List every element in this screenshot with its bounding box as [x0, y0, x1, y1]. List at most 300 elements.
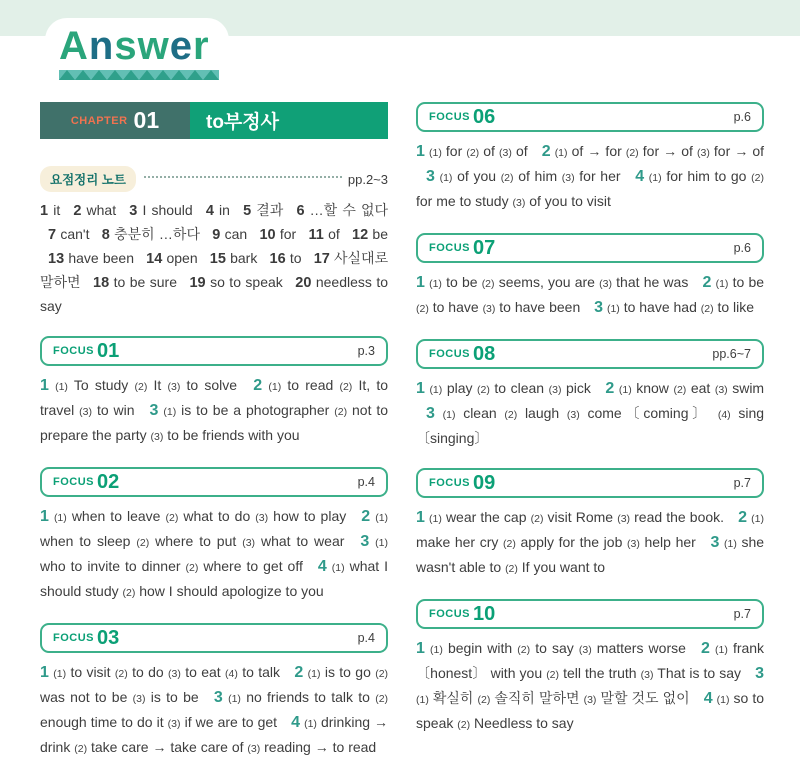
answer-text: wear the cap — [445, 509, 527, 525]
left-column — [40, 102, 388, 761]
sub-marker: (3) — [578, 644, 592, 656]
focus-section-09 — [416, 468, 764, 581]
answer-text: is to go — [324, 664, 371, 680]
answer-text: come〔coming〕 — [587, 405, 711, 421]
sub-marker: (1) — [53, 668, 67, 680]
answer-text: I should — [142, 202, 193, 218]
sub-marker: (2) — [136, 537, 150, 549]
item-number: 12 — [352, 227, 369, 243]
sub-marker: (2) — [416, 303, 429, 315]
answer-text: 사실대로 말하면 — [40, 250, 389, 290]
item-number: 13 — [48, 251, 65, 267]
answer-text: to eat — [185, 664, 221, 680]
sub-marker: (3) — [168, 668, 181, 680]
answer-text: apply for the job — [520, 534, 623, 550]
focus-label: FOCUS — [429, 242, 470, 254]
sub-marker: (3) — [566, 409, 580, 421]
sub-marker: (2) — [481, 278, 495, 290]
focus-answers — [416, 271, 764, 321]
answer-text: have been — [68, 250, 134, 266]
sub-marker: (2) — [185, 562, 199, 574]
answer-text: no friends to talk to — [246, 689, 370, 705]
sub-marker: (3) — [697, 147, 710, 159]
item-number: 11 — [308, 227, 324, 243]
answer-text: needless to say — [40, 274, 389, 314]
item-number: 4 — [205, 203, 214, 219]
answer-text: seems, you are — [498, 274, 595, 290]
logo-letter: e — [169, 24, 193, 68]
dotted-leader — [144, 176, 342, 178]
focus-section-08 — [416, 339, 764, 450]
sub-marker: (2) — [457, 719, 471, 731]
summary-answers — [40, 199, 388, 318]
answer-text: where to put — [155, 533, 237, 549]
answer-text: for me to study — [416, 193, 509, 209]
focus-number: 01 — [97, 340, 120, 362]
answer-text: for → of — [713, 143, 765, 159]
answer-text: if we are to get — [184, 714, 278, 730]
logo-letter: r — [192, 24, 210, 68]
answer-text: To study — [73, 377, 129, 393]
focus-section-01 — [40, 336, 388, 449]
answer-text: 충분히 …하다 — [114, 226, 200, 242]
sub-marker: (4) — [717, 409, 731, 421]
answer-text: for — [279, 226, 297, 242]
sub-marker: (1) — [375, 512, 389, 524]
answer-text: so to speak — [416, 690, 764, 731]
item-number: 1 — [40, 508, 49, 525]
answer-text: that he was — [616, 274, 689, 290]
answer-text: 말할 것도 없이 — [600, 690, 690, 706]
item-number: 2 — [361, 508, 371, 525]
sub-marker: (2) — [500, 172, 514, 184]
sub-marker: (2) — [625, 147, 639, 159]
answer-text: of — [483, 143, 495, 159]
item-number: 16 — [269, 251, 286, 267]
focus-number: 07 — [473, 237, 496, 259]
chapter-number: 01 — [133, 107, 160, 133]
sub-marker: (1) — [606, 303, 620, 315]
focus-page-ref: p.7 — [733, 476, 751, 490]
sub-marker: (2) — [375, 668, 389, 680]
sub-marker: (3) — [242, 537, 256, 549]
chapter-badge — [40, 102, 190, 139]
answer-text: to read — [287, 377, 334, 393]
answer-text: If you want to — [521, 559, 606, 575]
item-number: 4 — [317, 558, 327, 575]
content-columns — [40, 102, 764, 761]
focus-section-10 — [416, 599, 764, 737]
answer-text: for him to go — [666, 168, 747, 184]
answer-text: It — [153, 377, 162, 393]
item-number: 4 — [291, 714, 301, 731]
sub-marker: (3) — [627, 538, 640, 550]
answer-text: That is to say — [657, 665, 742, 681]
answer-text: Needless to say — [473, 715, 574, 731]
sub-marker: (3) — [617, 513, 631, 525]
item-number: 3 — [594, 299, 604, 316]
sub-marker: (2) — [114, 668, 128, 680]
sub-marker: (1) — [648, 172, 662, 184]
sub-marker: (3) — [512, 197, 526, 209]
answer-text: 결과 — [256, 202, 284, 218]
answer-text: eat — [690, 380, 711, 396]
sub-marker: (2) — [339, 381, 353, 393]
item-number: 2 — [253, 377, 263, 394]
item-number: 19 — [189, 275, 206, 291]
answer-text: bark — [230, 250, 258, 266]
answer-text: to solve — [186, 377, 238, 393]
sub-marker: (3) — [132, 693, 146, 705]
focus-header — [40, 623, 388, 653]
answer-text: 확실히 — [432, 690, 474, 706]
answer-text: for → of — [642, 143, 693, 159]
focus-header — [416, 599, 764, 629]
item-number: 3 — [426, 168, 435, 185]
focus-page-ref: pp.6~7 — [712, 347, 751, 361]
item-number: 3 — [426, 405, 435, 422]
focus-label: FOCUS — [429, 111, 470, 123]
item-number: 2 — [701, 640, 710, 657]
sub-marker: (1) — [331, 562, 345, 574]
item-number: 1 — [416, 274, 425, 291]
focus-header — [416, 102, 764, 132]
answer-text: It, to travel — [40, 377, 389, 418]
sub-marker: (3) — [167, 718, 181, 730]
sub-marker: (3) — [561, 172, 575, 184]
sub-marker: (1) — [429, 278, 442, 290]
focus-answers — [40, 505, 388, 605]
right-column — [416, 102, 764, 761]
answer-text: where to get off — [203, 558, 303, 574]
zigzag-underline — [59, 70, 219, 80]
answer-text: it — [53, 202, 61, 218]
answer-text: tell the truth — [563, 665, 637, 681]
chapter-title: to부정사 — [190, 102, 388, 139]
sub-marker: (3) — [499, 147, 512, 159]
sub-marker: (1) — [430, 644, 443, 656]
answer-text: of him — [518, 168, 558, 184]
answer-text: what I should study — [40, 558, 389, 599]
sub-marker: (1) — [163, 406, 177, 418]
sub-marker: (1) — [304, 718, 317, 730]
item-number: 2 — [73, 203, 82, 219]
item-number: 1 — [416, 143, 425, 160]
sub-marker: (3) — [583, 694, 597, 706]
logo-tab — [45, 18, 229, 88]
focus-header — [40, 467, 388, 497]
answer-text: to visit — [70, 664, 111, 680]
sub-marker: (2) — [334, 406, 348, 418]
item-number: 1 — [40, 203, 49, 219]
focus-number: 03 — [97, 627, 120, 649]
answer-text: sing〔singing〕 — [416, 405, 765, 446]
chapter-label: CHAPTER — [70, 114, 128, 127]
sub-marker: (2) — [673, 384, 687, 396]
answer-text: read the book. — [634, 509, 725, 525]
sub-marker: (1) — [416, 694, 429, 706]
answer-text: …할 수 없다 — [309, 202, 389, 218]
focus-page-ref: p.4 — [357, 631, 375, 645]
answer-text: take care → take care of — [90, 739, 244, 755]
answer-text: of you to visit — [529, 193, 611, 209]
focus-number: 08 — [473, 343, 496, 365]
focus-section-02 — [40, 467, 388, 605]
focus-header — [416, 468, 764, 498]
focus-number: 02 — [97, 471, 120, 493]
answer-text: can't — [60, 226, 90, 242]
answer-text: for — [445, 143, 463, 159]
answer-text: to talk — [242, 664, 281, 680]
chapter-header — [40, 102, 388, 139]
sub-marker: (2) — [503, 538, 516, 550]
item-number: 3 — [129, 203, 138, 219]
answer-text: how to play — [273, 508, 347, 524]
answer-text: frank〔honest〕 with you — [416, 640, 765, 681]
item-number: 2 — [702, 274, 712, 291]
answer-text: when to leave — [71, 508, 161, 524]
item-number: 4 — [635, 168, 645, 185]
answer-text: matters worse — [596, 640, 686, 656]
answer-text: enough time to do it — [40, 714, 164, 730]
sub-marker: (2) — [751, 172, 764, 184]
answer-text: to be friends with you — [167, 427, 300, 443]
sub-marker: (1) — [307, 668, 321, 680]
answer-text: how I should apologize to you — [139, 583, 324, 599]
item-number: 1 — [416, 380, 425, 397]
focus-answers — [40, 661, 388, 761]
answer-text: what — [86, 202, 117, 218]
logo-letter: w — [137, 24, 170, 68]
sub-marker: (3) — [640, 669, 654, 681]
focus-page-ref: p.6 — [733, 110, 751, 124]
answer-text: was not to be — [40, 689, 128, 705]
sub-marker: (3) — [548, 384, 562, 396]
answer-text: to be — [732, 274, 765, 290]
sub-marker: (2) — [477, 384, 490, 396]
item-number: 3 — [755, 665, 765, 682]
answer-text: drinking → drink — [40, 714, 389, 755]
focus-header — [416, 233, 764, 263]
answer-text: is to be — [150, 689, 199, 705]
answer-text: to have been — [499, 299, 581, 315]
sub-marker: (2) — [477, 694, 491, 706]
item-number: 2 — [294, 664, 304, 681]
answer-text: reading → to read — [264, 739, 377, 755]
answer-text: she wasn't able to — [416, 534, 765, 575]
sub-marker: (2) — [505, 563, 518, 575]
sub-marker: (1) — [442, 409, 456, 421]
focus-answers — [416, 377, 764, 450]
item-number: 1 — [40, 377, 49, 394]
item-number: 8 — [101, 227, 110, 243]
answer-text: is to be a photographer — [181, 402, 330, 418]
answer-text: can — [224, 226, 248, 242]
sub-marker: (1) — [375, 537, 388, 549]
sub-marker: (1) — [429, 384, 443, 396]
answer-text: what to do — [183, 508, 251, 524]
sub-marker: (1) — [228, 693, 241, 705]
sub-marker: (3) — [482, 303, 496, 315]
item-number: 10 — [259, 227, 276, 243]
answer-text: in — [219, 202, 230, 218]
sub-marker: (3) — [255, 512, 269, 524]
answer-text: to win — [96, 402, 135, 418]
sub-marker: (2) — [466, 147, 480, 159]
item-number: 5 — [243, 203, 252, 219]
focus-number: 06 — [473, 106, 496, 128]
focus-section-06 — [416, 102, 764, 215]
focus-number: 10 — [473, 603, 496, 625]
focus-page-ref: p.3 — [357, 344, 375, 358]
focus-header — [416, 339, 764, 369]
summary-note-badge: 요점정리 노트 — [40, 166, 136, 192]
answer-text: of you — [457, 168, 497, 184]
answer-text: not to prepare the party — [40, 402, 389, 443]
focus-page-ref: p.7 — [733, 607, 751, 621]
answer-text: visit Rome — [547, 509, 614, 525]
item-number: 3 — [360, 533, 370, 550]
sub-marker: (4) — [225, 668, 238, 680]
focus-label: FOCUS — [53, 476, 94, 488]
sub-marker: (2) — [700, 303, 714, 315]
sub-marker: (1) — [724, 538, 737, 550]
sub-marker: (2) — [375, 693, 389, 705]
answer-text: when to sleep — [40, 533, 131, 549]
sub-marker: (1) — [715, 644, 728, 656]
focus-number: 09 — [473, 472, 496, 494]
item-number: 17 — [313, 251, 330, 267]
item-number: 2 — [605, 380, 615, 397]
sub-marker: (1) — [716, 694, 730, 706]
summary-page-ref: pp.2~3 — [347, 171, 388, 187]
answer-text: of — [515, 143, 528, 159]
focus-answers — [416, 140, 764, 215]
answer-text: make her cry — [416, 534, 499, 550]
item-number: 1 — [40, 664, 49, 681]
focus-page-ref: p.6 — [733, 241, 751, 255]
sub-marker: (2) — [122, 587, 136, 599]
sub-marker: (2) — [134, 381, 148, 393]
answer-text: know — [636, 380, 669, 396]
sub-marker: (2) — [530, 513, 544, 525]
summary-note-row — [40, 166, 388, 192]
answer-text: begin with — [447, 640, 513, 656]
focus-label: FOCUS — [429, 608, 470, 620]
sub-marker: (2) — [74, 743, 88, 755]
item-number: 18 — [93, 275, 110, 291]
focus-answers — [416, 637, 764, 737]
answer-text: to be — [446, 274, 478, 290]
sub-marker: (3) — [714, 384, 728, 396]
answer-text: be — [372, 226, 388, 242]
item-number: 14 — [146, 251, 163, 267]
item-number: 2 — [738, 509, 748, 526]
answer-text: to have had — [623, 299, 697, 315]
item-number: 7 — [48, 227, 57, 243]
item-number: 4 — [703, 690, 713, 707]
focus-label: FOCUS — [429, 348, 470, 360]
answer-text: to clean — [494, 380, 545, 396]
item-number: 1 — [416, 509, 425, 526]
sub-marker: (2) — [504, 409, 518, 421]
answer-text: who to invite to dinner — [40, 558, 181, 574]
answer-text: for her — [579, 168, 621, 184]
sub-marker: (2) — [165, 512, 179, 524]
answer-logo — [59, 26, 210, 66]
focus-section-07 — [416, 233, 764, 321]
item-number: 15 — [209, 251, 226, 267]
answer-text: what to wear — [260, 533, 345, 549]
item-number: 3 — [710, 534, 720, 551]
sub-marker: (3) — [167, 381, 181, 393]
item-number: 3 — [149, 402, 159, 419]
answer-text: to — [289, 250, 302, 266]
logo-letter: s — [114, 24, 138, 68]
logo-letter: n — [88, 24, 115, 68]
focus-label: FOCUS — [429, 477, 470, 489]
sub-marker: (1) — [554, 147, 568, 159]
focus-answers — [416, 506, 764, 581]
item-number: 3 — [213, 689, 223, 706]
item-number: 2 — [541, 143, 551, 160]
item-number: 6 — [296, 203, 305, 219]
answer-text: swim — [732, 380, 765, 396]
answer-text: to like — [717, 299, 755, 315]
answer-text: pick — [565, 380, 591, 396]
sub-marker: (1) — [715, 278, 729, 290]
sub-marker: (1) — [268, 381, 282, 393]
focus-section-03 — [40, 623, 388, 761]
sub-marker: (3) — [79, 406, 93, 418]
sub-marker: (1) — [55, 381, 68, 393]
answer-text: help her — [644, 534, 696, 550]
sub-marker: (2) — [517, 644, 531, 656]
answer-text: play — [446, 380, 473, 396]
item-number: 9 — [212, 227, 221, 243]
answer-text: laugh — [524, 405, 560, 421]
sub-marker: (1) — [53, 512, 67, 524]
sub-marker: (1) — [751, 513, 764, 525]
focus-answers — [40, 374, 388, 449]
focus-label: FOCUS — [53, 632, 94, 644]
sub-marker: (3) — [150, 431, 164, 443]
item-number: 1 — [416, 640, 425, 657]
answer-text: of — [328, 226, 340, 242]
focus-page-ref: p.4 — [357, 475, 375, 489]
logo-letter: A — [59, 24, 89, 68]
sub-marker: (2) — [546, 669, 560, 681]
sub-marker: (1) — [428, 147, 442, 159]
sub-marker: (1) — [618, 384, 632, 396]
sub-marker: (3) — [599, 278, 612, 290]
answer-text: to do — [132, 664, 164, 680]
answer-text: open — [166, 250, 198, 266]
answer-text: to be sure — [113, 274, 178, 290]
sub-marker: (1) — [439, 172, 453, 184]
focus-label: FOCUS — [53, 345, 94, 357]
answer-text: 솔직히 말하면 — [494, 690, 580, 706]
sub-marker: (1) — [429, 513, 442, 525]
focus-header — [40, 336, 388, 366]
answer-text: to have — [432, 299, 479, 315]
sub-marker: (3) — [247, 743, 261, 755]
answer-text: clean — [463, 405, 497, 421]
answer-text: so to speak — [210, 274, 283, 290]
answer-text: to say — [535, 640, 574, 656]
item-number: 20 — [295, 275, 312, 291]
answer-text: of → for — [571, 143, 622, 159]
